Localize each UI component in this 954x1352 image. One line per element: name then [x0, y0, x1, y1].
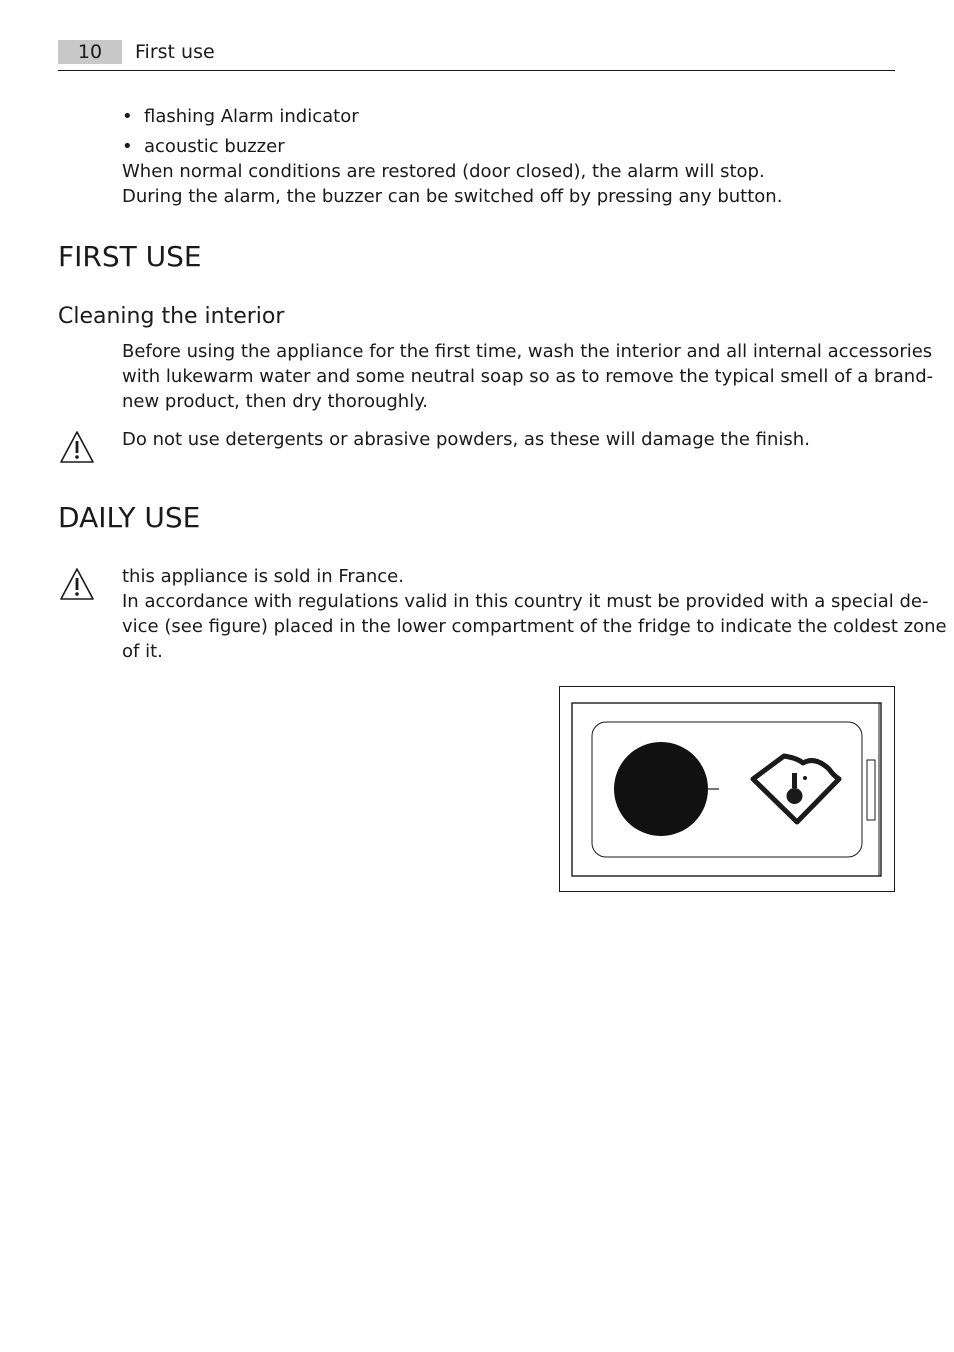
indicator-disc — [614, 742, 708, 836]
header-rule — [58, 70, 895, 71]
page-number: 10 — [58, 40, 122, 64]
intro-line: When normal conditions are restored (door closed), the alarm will stop. — [122, 161, 765, 182]
bullet-dot: • — [122, 136, 133, 157]
subsection-title-cleaning: Cleaning the interior — [58, 304, 285, 329]
warning-line: of it. — [122, 641, 163, 662]
warning-triangle-icon — [58, 566, 96, 602]
bullet-dot: • — [122, 106, 133, 127]
paragraph-line: with lukewarm water and some neutral soap so as to remove the typical smell of a brand- — [122, 366, 934, 387]
coldest-zone-device-figure — [559, 686, 895, 892]
running-title: First use — [135, 41, 215, 63]
warning-line: this appliance is sold in France. — [122, 566, 404, 587]
section-title-first-use: FIRST USE — [58, 240, 202, 273]
bullet-text: flashing Alarm indicator — [144, 106, 359, 127]
warning-line: In accordance with regulations valid in this country it must be provided with a special de- — [122, 591, 929, 612]
warning-triangle-icon — [58, 429, 96, 465]
bullet-item — [122, 104, 892, 129]
warning-line: vice (see figure) placed in the lower compartment of the fridge to indicate the coldest zone — [122, 616, 947, 637]
bullet-text: acoustic buzzer — [144, 136, 285, 157]
bullet-item — [122, 134, 892, 159]
intro-line: During the alarm, the buzzer can be switched off by pressing any button. — [122, 186, 783, 207]
paragraph-line: new product, then dry thoroughly. — [122, 391, 429, 412]
section-title-daily-use: DAILY USE — [58, 501, 201, 534]
warning-text: Do not use detergents or abrasive powders, as these will damage the finish. — [122, 429, 810, 450]
side-slot — [867, 760, 875, 820]
paragraph-line: Before using the appliance for the first time, wash the interior and all internal accessories — [122, 341, 933, 362]
